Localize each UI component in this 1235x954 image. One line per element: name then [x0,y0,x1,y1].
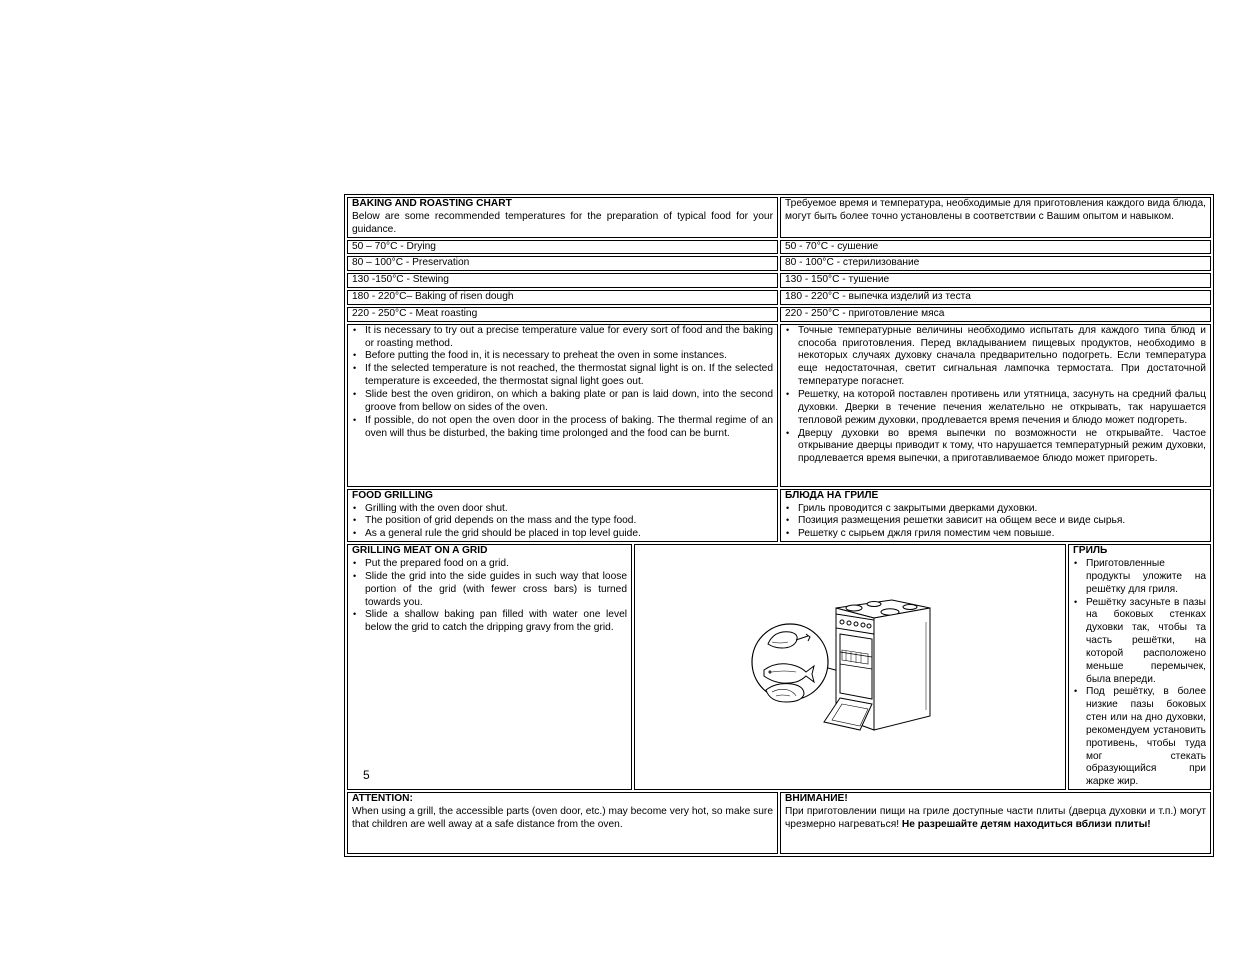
temp-row-ru: 80 - 100°C - стерилизование [780,256,1211,271]
list-item: • Точные температурные величины необходимо испытать для каждого типа блюд и способа приготовления. Перед вкладыванием пищевых продуктов, необходимо в некоторых случаях духовку сначала предварительно подогреть. Если температура еще недостаточная, светит сигнальная лампочка термостата. При достаточной температуре погаснет. [785,325,1206,389]
attention-text-en: When using a grill, the accessible parts (oven door, etc.) may become very hot, so make sure that children are well away at a safe distance from the oven. [352,806,773,830]
temp-row-en: 130 -150°C - Stewing [347,273,778,288]
list-item: • Приготовленные продукты уложите на решётку для гриля. [1073,558,1206,597]
list-item: • If the selected temperature is not reached, the thermostat signal light is on. If the selected temperature is exceeded, the thermostat signal light goes out. [352,363,773,389]
tips-list-en [352,325,773,441]
grilling-meat-ru [1068,544,1211,790]
list-item: • Before putting the food in, it is necessary to preheat the oven in some instances. [352,350,773,363]
attention-text-ru-plain: При приготовлении пищи на гриле доступные части плиты (дверца духовки и т.п.) могут чрезмерно нагреваться! [785,806,1206,830]
grilling-meat-list-en [352,558,627,635]
page-number: 5 [363,768,370,782]
list-item: • Дверцу духовки во время выпечки по возможности не открывайте. Частое открывание дверцы приводит к тому, что нарушается температурный режим духовки, продлевается время выпечки, а приготавливаемое блюдо может пригореть. [785,428,1206,467]
list-item: • Slide the grid into the side guides in such way that loose portion of the grid (with fewer cross bars) is turned towards you. [352,571,627,610]
temp-row-ru: 130 - 150°C - тушение [780,273,1211,288]
grilling-meat-title-ru: ГРИЛЬ [1073,545,1108,557]
food-grilling-title-en: FOOD GRILLING [352,489,433,501]
temp-row-ru: 180 - 220°C - выпечка изделий из теста [780,290,1211,305]
food-grilling-en [347,489,778,542]
list-item: • It is necessary to try out a precise temperature value for every sort of food and the baking or roasting method. [352,325,773,351]
list-item: • Grilling with the oven door shut. [352,503,773,516]
food-grilling-title-ru: БЛЮДА НА ГРИЛЕ [785,489,879,501]
chart-intro-ru: Требуемое время и температура, необходимые для приготовления каждого вида блюда, могут быть более точно установлены в соответствии с Вашим опытом и навыком. [785,198,1206,222]
list-item: • Решётку засуньте в пазы на боковых стенках духовки так, чтобы та часть решётки, на которой расположено меньше перемычек, была впереди. [1073,597,1206,687]
attention-en [347,792,778,854]
list-item: • As a general rule the grid should be placed in top level guide. [352,528,773,541]
grilling-meat-en [347,544,632,790]
list-item: • Решетку с сырьем джля гриля поместим чем повыше. [785,528,1206,541]
temp-row-en: 220 - 250°C - Meat roasting [347,307,778,322]
food-grilling-list-en [352,503,773,542]
food-grilling-list-ru [785,503,1206,542]
food-grilling-ru [780,489,1211,542]
list-item: • Slide best the oven gridiron, on which a baking plate or pan is laid down, into the second groove from bellow on sides of the oven. [352,389,773,415]
list-item: • Slide a shallow baking pan filled with water one level below the grid to catch the dripping gravy from the grid. [352,609,627,635]
tips-list-ru [785,325,1206,466]
list-item: • If possible, do not open the oven door in the process of baking. The thermal regime of an oven will thus be disturbed, the baking time prolonged and the food can be burnt. [352,415,773,441]
tips-ru [780,324,1211,487]
temp-row-en: 50 – 70°C - Drying [347,240,778,255]
list-item: • The position of grid depends on the mass and the type food. [352,515,773,528]
chart-header-en [347,197,778,238]
attention-title-ru: ВНИМАНИЕ! [785,793,848,805]
list-item: • Под решётку, в более низкие пазы боковых стен или на дно духовки, рекомендуем установить противень, чтобы туда мог стекать образующийся при жарке жир. [1073,686,1206,789]
attention-ru [780,792,1211,854]
attention-title-en: ATTENTION: [352,793,413,805]
list-item: • Решетку, на которой поставлен противень или утятница, засунуть на средний фальц духовки. Дверки в течение печения желательно не открывать, так нарушается тепловой режим духовки, продлевается время печения и блюдо может подгореть. [785,389,1206,428]
list-item: • Put the prepared food on a grid. [352,558,627,571]
attention-text-ru [785,806,1206,832]
grilling-meat-list-ru [1073,558,1206,789]
chart-header-ru [780,197,1211,238]
oven-grill-illustration [750,592,950,738]
list-item: • Гриль проводится с закрытыми дверками духовки. [785,503,1206,516]
temp-row-en: 80 – 100°C - Preservation [347,256,778,271]
temp-row-ru: 50 - 70°C - сушение [780,240,1211,255]
tips-en [347,324,778,487]
grilling-meat-title-en: GRILLING MEAT ON A GRID [352,545,488,557]
list-item: • Позиция размещения решетки зависит на общем весе и виде сырья. [785,515,1206,528]
temp-row-en: 180 - 220°C– Baking of risen dough [347,290,778,305]
chart-title: BAKING AND ROASTING CHART [352,198,512,209]
oven-illustration-cell [634,544,1066,790]
temp-row-ru: 220 - 250°C - приготовление мяса [780,307,1211,322]
chart-intro-en: Below are some recommended temperatures for the preparation of typical food for your guidance. [352,210,773,235]
baking-chart-table [344,194,1214,857]
attention-text-ru-bold: Не разрешайте детям находиться вблизи плиты! [901,818,1151,830]
